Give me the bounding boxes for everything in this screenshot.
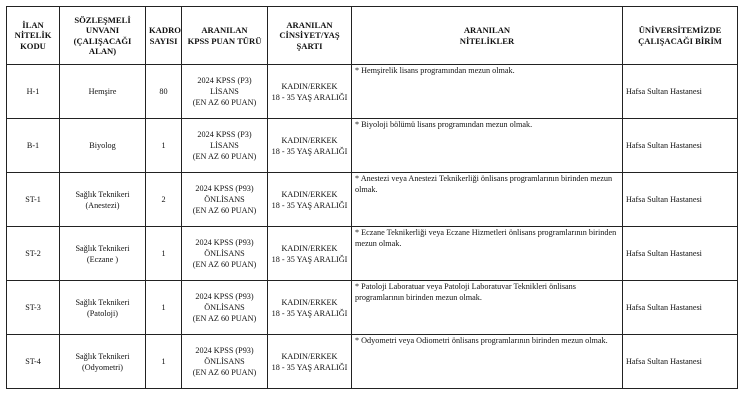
cell-quota: 1 — [146, 281, 182, 335]
table-body — [7, 65, 738, 389]
table-row — [7, 227, 738, 281]
table-row — [7, 281, 738, 335]
cell-title: Sağlık Teknikeri (Patoloji) — [60, 281, 146, 335]
cell-kpss: 2024 KPSS (P93) ÖNLİSANS (EN AZ 60 PUAN) — [182, 173, 268, 227]
cell-quota: 1 — [146, 119, 182, 173]
cell-kpss: 2024 KPSS (P93) ÖNLİSANS (EN AZ 60 PUAN) — [182, 335, 268, 389]
cell-unit: Hafsa Sultan Hastanesi — [623, 173, 738, 227]
table-row — [7, 119, 738, 173]
cell-code: ST-2 — [7, 227, 60, 281]
cell-quota: 80 — [146, 65, 182, 119]
cell-title: Sağlık Teknikeri (Anestezi) — [60, 173, 146, 227]
cell-gender-age: KADIN/ERKEK 18 - 35 YAŞ ARALIĞI — [268, 335, 352, 389]
header-gender-age: ARANILAN CİNSİYET/YAŞ ŞARTI — [268, 7, 352, 65]
positions-table — [6, 6, 738, 389]
cell-quota: 2 — [146, 173, 182, 227]
cell-qualification: * Eczane Teknikerliği veya Eczane Hizmetleri önlisans programlarının birinden mezun olmak. — [352, 227, 623, 281]
cell-unit: Hafsa Sultan Hastanesi — [623, 227, 738, 281]
table-row — [7, 173, 738, 227]
header-kpss: ARANILAN KPSS PUAN TÜRÜ — [182, 7, 268, 65]
cell-code: B-1 — [7, 119, 60, 173]
cell-kpss: 2024 KPSS (P93) ÖNLİSANS (EN AZ 60 PUAN) — [182, 281, 268, 335]
cell-title: Hemşire — [60, 65, 146, 119]
header-row — [7, 7, 738, 65]
cell-qualification: * Hemşirelik lisans programından mezun olmak. — [352, 65, 623, 119]
cell-gender-age: KADIN/ERKEK 18 - 35 YAŞ ARALIĞI — [268, 119, 352, 173]
table-header — [7, 7, 738, 65]
table-row — [7, 65, 738, 119]
cell-title: Biyolog — [60, 119, 146, 173]
cell-qualification: * Biyoloji bölümü lisans programından mezun olmak. — [352, 119, 623, 173]
cell-unit: Hafsa Sultan Hastanesi — [623, 335, 738, 389]
header-code: İLAN NİTELİK KODU — [7, 7, 60, 65]
cell-quota: 1 — [146, 335, 182, 389]
cell-title: Sağlık Teknikeri (Odyometri) — [60, 335, 146, 389]
cell-unit: Hafsa Sultan Hastanesi — [623, 65, 738, 119]
cell-kpss: 2024 KPSS (P3) LİSANS (EN AZ 60 PUAN) — [182, 65, 268, 119]
cell-title: Sağlık Teknikeri (Eczane ) — [60, 227, 146, 281]
cell-code: ST-4 — [7, 335, 60, 389]
cell-qualification: * Patoloji Laboratuar veya Patoloji Laboratuvar Teknikleri önlisans programlarının birinden mezun olmak. — [352, 281, 623, 335]
cell-gender-age: KADIN/ERKEK 18 - 35 YAŞ ARALIĞI — [268, 173, 352, 227]
cell-qualification: * Odyometri veya Odiometri önlisans programlarının birinden mezun olmak. — [352, 335, 623, 389]
cell-kpss: 2024 KPSS (P93) ÖNLİSANS (EN AZ 60 PUAN) — [182, 227, 268, 281]
cell-code: ST-3 — [7, 281, 60, 335]
cell-gender-age: KADIN/ERKEK 18 - 35 YAŞ ARALIĞI — [268, 65, 352, 119]
table-row — [7, 335, 738, 389]
header-title: SÖZLEŞMELİ UNVANI (ÇALIŞACAĞI ALAN) — [60, 7, 146, 65]
cell-gender-age: KADIN/ERKEK 18 - 35 YAŞ ARALIĞI — [268, 227, 352, 281]
cell-qualification: * Anestezi veya Anestezi Teknikerliği önlisans programlarının birinden mezun olmak. — [352, 173, 623, 227]
header-unit: ÜNİVERSİTEMİZDE ÇALIŞACAĞI BİRİM — [623, 7, 738, 65]
cell-code: H-1 — [7, 65, 60, 119]
cell-unit: Hafsa Sultan Hastanesi — [623, 281, 738, 335]
cell-kpss: 2024 KPSS (P3) LİSANS (EN AZ 60 PUAN) — [182, 119, 268, 173]
header-quota: KADRO SAYISI — [146, 7, 182, 65]
cell-quota: 1 — [146, 227, 182, 281]
cell-unit: Hafsa Sultan Hastanesi — [623, 119, 738, 173]
header-qualifications: ARANILAN NİTELİKLER — [352, 7, 623, 65]
cell-gender-age: KADIN/ERKEK 18 - 35 YAŞ ARALIĞI — [268, 281, 352, 335]
cell-code: ST-1 — [7, 173, 60, 227]
